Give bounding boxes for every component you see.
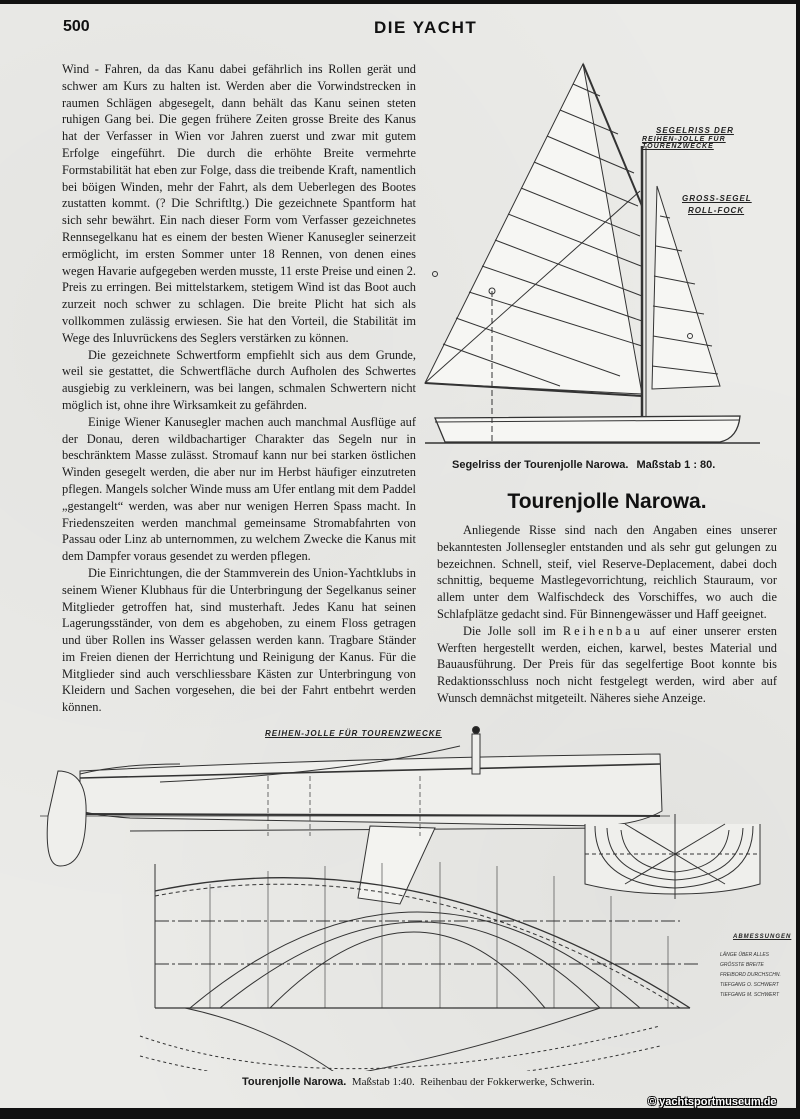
sail-plan-label-title: SEGELRISS DER	[656, 126, 734, 135]
emphasis-reihenbau: Reihenbau	[562, 623, 643, 638]
paragraph: Einige Wiener Kanusegler machen auch manchmal Ausflüge auf der Donau, deren wildbachartiger Charakter das Segeln nur in beschränktem Masse zulässt. Stromauf kann nur bei starken östlichen Winden gesegelt werden, die aber nur im Herbst häufiger einzutreten pflegen. Mangels solcher Winde muss am Ufer entlang mit dem Paddel „gestangelt“ werden, was aber nur wenigen Herren Spass macht. In Friedenszeiten werden manchmal gemeinsame Stromabfahrten von Passau oder Linz ab unternommen, zu welchem Zwecke die Kanus mit dem Dampfer voraus gesendet zu werden pflegen.	[62, 414, 416, 564]
sail-plan-label-mainsail: GROSS-SEGEL	[682, 194, 752, 203]
paragraph: Anliegende Risse sind nach den Angaben eines unserer bekanntesten Jollensegler entstanden und als sehr gut gelungen zu bezeichnen. Schnell, steif, viel Reserve-Deplacement, dabei doch schnittig, bequeme Mastlegevorrichtung, reichlich Stauraum, vor allem unter dem Walfischdeck des Vorschiffes, wo auch die Schlafplätze gedacht sind. Für Binnengewässer und Haff geeignet.	[437, 523, 777, 621]
dimension-item: FREIBORD DURCHSCHN.	[720, 972, 781, 978]
sail-plan-caption-title: Segelriss der Tourenjolle Narowa.	[452, 459, 629, 471]
lines-plan-drawing	[40, 716, 796, 1071]
dimension-item: LÄNGE ÜBER ALLES	[720, 952, 770, 958]
page-number: 500	[63, 18, 90, 35]
lines-plan-svg	[40, 716, 796, 1071]
paragraph: Wind - Fahren, da das Kanu dabei gefährlich ins Rollen gerät und schwer am Kurs zu halten ist. Werden aber die Vorwindstrecken in raumen Schlägen abgesegelt, dann behält das Kanu seinen steten ruhigen Gang bei. Die gegen frühere Zeiten grosse Breite des Kanus hat der Verfasser in Wien vor Jahren zuerst und zwar mit gutem Erfolge eingeführt. Die durch die erhöhte Breite vermehrte Formstabilität hat eben zur Folge, dass die treibende Kraft, namentlich bei böigen Winden, mehr der Fahrt, als dem Ueberlegen des Bootes zustatten kommt. (? Die Schriftltg.) Die gezeichnete Spantform hat sich sehr bewährt. Ein nach dieser Form vom Verfasser gezeichnetes Rennsegelkanu hat es einem der besten Wiener Kanusegler seinerzeit ermöglicht, im ersten Sommer unter 18 Rennen, von denen eines wegen Havarie aufgegeben werden musste, 11 erste Preise und einen 2. Preis zu erringen. Bei mittelstarkem, stetigem Wind ist das Boot auch zurzeit noch schwer zu schlagen. Die breite Plicht hat sich als vollkommen zulässig erwiesen. Sie hat den Vorteil, die Stabilität im Wege des Inluvrückens des Seglers verstärken zu können.	[62, 62, 416, 345]
scan-border-right	[796, 0, 800, 1119]
watermark: © yachtsportmuseum.de	[648, 1096, 777, 1108]
paragraph: Die gezeichnete Schwertform empfiehlt sich aus dem Grunde, weil sie gestattet, die Schwertfläche durch Aufholen des Schwertes ausgiebig zu verkleinern, was bei langen, schmalen Schwertern nicht möglich ist, ohne ihre Wirksamkeit zu gefährden.	[62, 347, 416, 412]
sail-plan-label-subtitle: REIHEN-JOLLE FÜR TOURENZWECKE	[642, 136, 726, 150]
running-title: DIE YACHT	[374, 18, 478, 37]
caption-builder: Reihenbau der Fokkerwerke, Schwerin.	[420, 1076, 595, 1088]
article-title: Tourenjolle Narowa.	[507, 490, 707, 513]
dimensions-list	[720, 950, 781, 1000]
paragraph: Die Einrichtungen, die der Stammverein des Union-Yachtklubs in seinem Wiener Klubhaus für die Unterbringung der Segelkanus seiner Mitglieder getroffen hat, sind musterhaft. Jedes Kanu hat seinen Lagerungsständer, von dem es abgehoben, zu einem Floss getragen und über Rollen ins Wasser gelassen werden kann. Tragbare Ständer im Freien dienen der Herrichtung und Reinigung der Kanus. Für die Mitglieder sind auch verschliessbare Kästen zur Unterbringung von Kleidern und Sachen vorgesehen, die bei der Fahrt entbehrt werden können.	[62, 565, 416, 715]
lines-plan-caption	[242, 1076, 595, 1088]
left-column	[62, 61, 416, 716]
right-column	[437, 522, 777, 707]
paragraph: Die Jolle soll im Reihenbau auf einer unserer ersten Werften hergestellt werden, eichen, karwel, bestes Material und Bauausführung. Der Preis für das segelfertige Boot konnte bis Redaktionsschluss noch nicht festgelegt werden, wird aber auf Wunsch demnächst mitgeteilt. Näheres siehe Anzeige.	[437, 623, 778, 705]
sail-plan-drawing	[420, 56, 796, 451]
sail-plan-svg	[420, 56, 796, 451]
caption-title: Tourenjolle Narowa.	[242, 1076, 347, 1088]
caption-scale: Maßstab 1:40.	[351, 1076, 415, 1088]
dimension-item: TIEFGANG M. SCHWERT	[720, 992, 780, 998]
sail-plan-label-jib: ROLL-FOCK	[688, 206, 745, 215]
dimension-item: TIEFGANG O. SCHWERT	[720, 982, 779, 988]
dimension-item: GRÖSSTE BREITE	[720, 962, 764, 968]
scan-border-bottom	[0, 1108, 800, 1119]
sail-plan-scale: Maßstab 1 : 80.	[636, 459, 716, 471]
dimensions-heading: ABMESSUNGEN	[733, 934, 792, 940]
sail-plan-caption	[452, 459, 715, 471]
lines-plan-label: REIHEN-JOLLE FÜR TOURENZWECKE	[265, 729, 442, 738]
magazine-page	[0, 4, 796, 1109]
